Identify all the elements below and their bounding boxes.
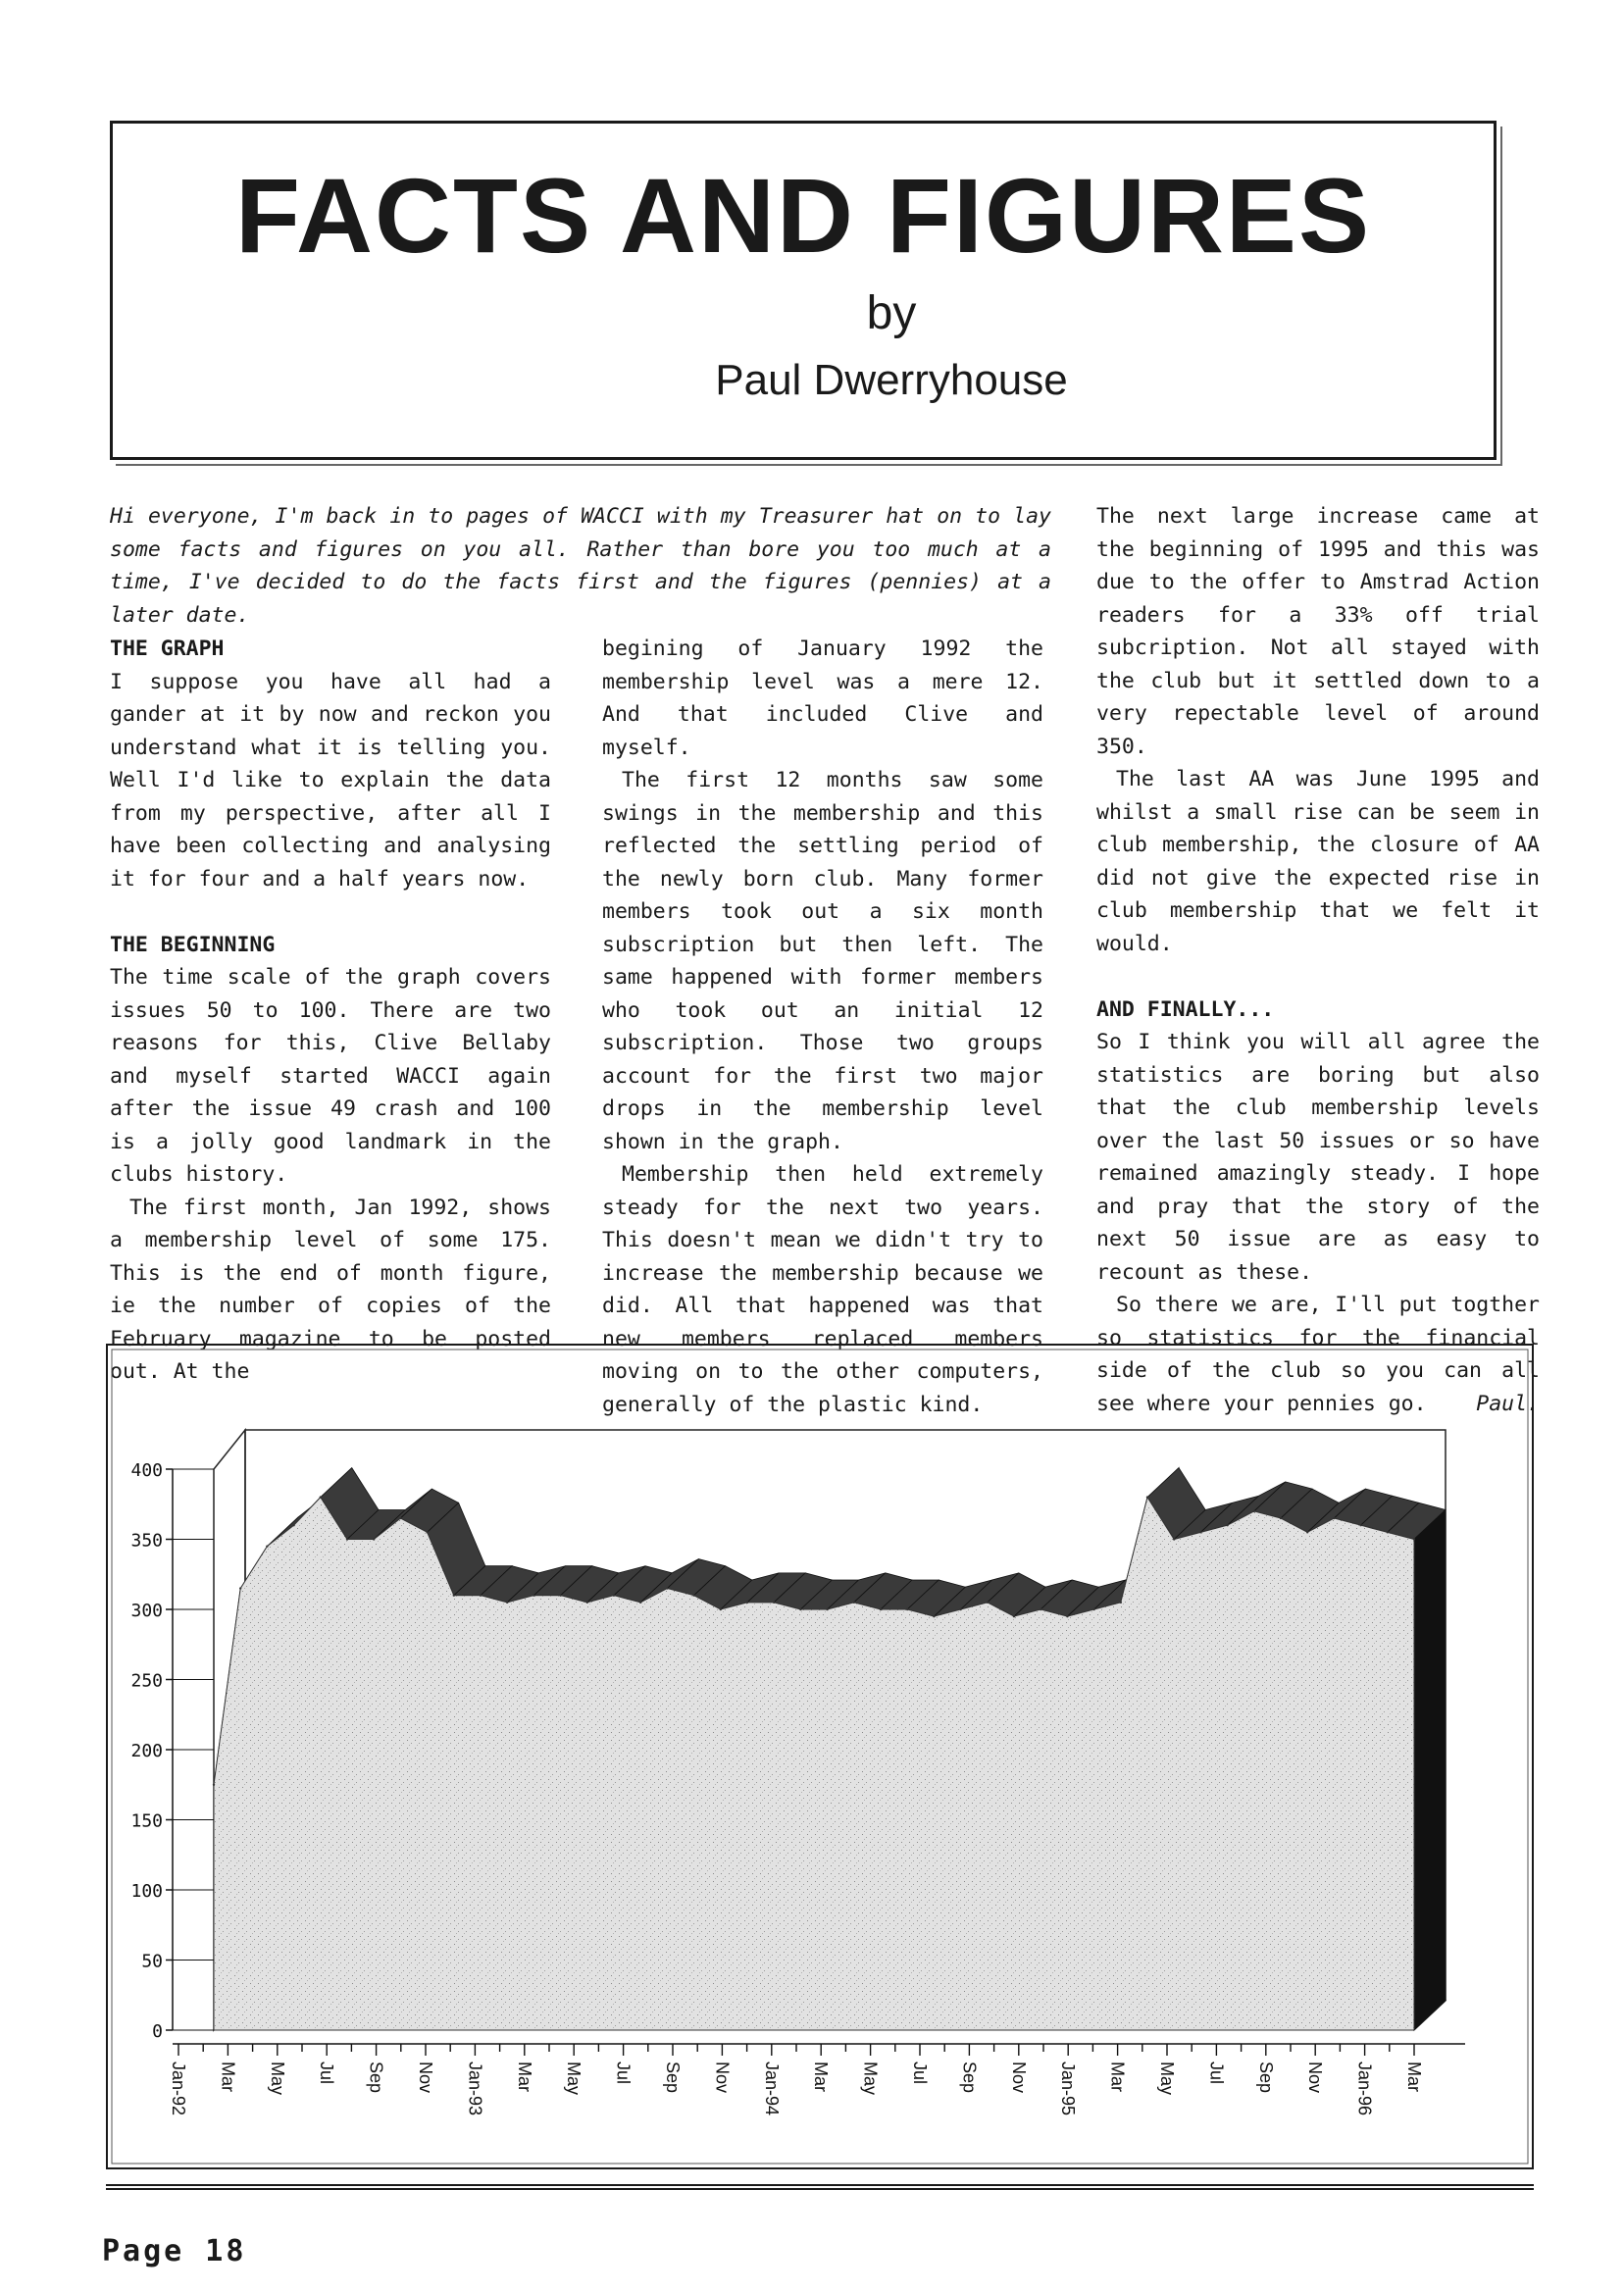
data-point [506, 1602, 508, 1604]
data-point [639, 1602, 641, 1604]
data-point [666, 1587, 668, 1589]
x-tick-label: May [860, 2062, 881, 2096]
intro-text: Hi everyone, I'm back in to pages of WACCI with my Treasurer hat on to lay some facts and figures on you all. Rather than bore you too much at a time, I've decided to do the facts first and the figures (pennies) at a later date. [110, 504, 1051, 628]
data-point [799, 1608, 801, 1610]
data-point [1359, 1524, 1361, 1526]
article-title: FACTS AND FIGURES [234, 156, 1372, 275]
column-1 [110, 633, 551, 1389]
x-tick-label: Jul [910, 2062, 930, 2085]
x-tick-label: Sep [1255, 2062, 1276, 2094]
title-box [110, 121, 1497, 460]
data-point [1387, 1531, 1389, 1533]
y-tick-label: 400 [130, 1460, 163, 1481]
data-point [773, 1602, 775, 1604]
footer-rule [106, 2184, 1534, 2186]
column-2 [602, 633, 1043, 1421]
data-point [559, 1595, 561, 1597]
y-tick-label: 350 [130, 1530, 163, 1552]
x-tick-label: May [267, 2062, 287, 2096]
data-point [586, 1602, 588, 1604]
data-point [1092, 1608, 1094, 1610]
data-point [1413, 1538, 1415, 1540]
data-point [826, 1608, 828, 1610]
data-point [292, 1524, 294, 1526]
data-point [213, 1784, 215, 1786]
y-tick-label: 150 [130, 1810, 163, 1832]
data-point [959, 1608, 961, 1610]
y-tick-label: 200 [130, 1741, 163, 1761]
membership-chart-svg [108, 1346, 1532, 2167]
x-tick-label: Nov [416, 2062, 435, 2094]
area-end-cap [1414, 1510, 1446, 2031]
x-tick-label: Jul [613, 2062, 634, 2085]
data-point [239, 1587, 241, 1589]
x-tick-label: Mar [1404, 2062, 1424, 2092]
data-point [480, 1595, 482, 1597]
finally-paragraph-2-text: So there we are, I'll put togther so statistics for the financial side of the club so you can all see where your pennies go. [1096, 1293, 1540, 1416]
y-tick-label: 0 [152, 2021, 163, 2042]
graph-paragraph: I suppose you have all had a gander at it by now and reckon you understand what it is telling you. Well I'd like to explain the data from my perspective, after all I have been collecting and analysing it for four and a half years now. [110, 669, 551, 891]
data-point [453, 1595, 455, 1597]
byline-by: by [866, 287, 917, 339]
column3-paragraph-2: The last AA was June 1995 and whilst a small rise can be seem in club membership, the closure of AA did not give the expected rise in club membership that we felt it would. [1096, 767, 1540, 956]
data-point [1280, 1517, 1282, 1519]
x-tick-label: Sep [959, 2062, 980, 2094]
data-point [746, 1602, 748, 1604]
x-tick-label: Mar [811, 2062, 832, 2092]
data-point [1146, 1496, 1148, 1498]
data-point [613, 1595, 615, 1597]
data-point [692, 1595, 694, 1597]
data-point [426, 1531, 428, 1533]
beginning-paragraph-2: The first month, Jan 1992, shows a membership level of some 175. This is the end of month figure, ie the number of copies of the February magazine to be posted out. At the [110, 1195, 551, 1384]
author-name: Paul Dwerryhouse [715, 356, 1068, 404]
y-tick-label: 300 [130, 1601, 163, 1621]
x-tick-label: Nov [1008, 2062, 1029, 2094]
x-tick-label: Nov [1305, 2062, 1326, 2094]
x-tick-label: Jan-92 [169, 2062, 188, 2116]
data-point [1199, 1531, 1201, 1533]
x-tick-label: Jan-94 [761, 2062, 782, 2116]
data-point [1066, 1615, 1068, 1617]
x-tick-label: Mar [1107, 2062, 1128, 2092]
y-tick-label: 100 [130, 1881, 163, 1902]
heading-the-beginning: THE BEGINNING [110, 932, 276, 957]
x-tick-label: Jan-96 [1354, 2062, 1375, 2116]
data-point [906, 1608, 908, 1610]
data-point [720, 1608, 722, 1610]
data-point [1333, 1517, 1335, 1519]
x-tick-label: Mar [514, 2062, 534, 2092]
membership-chart [106, 1344, 1534, 2169]
intro-paragraph [110, 500, 1051, 632]
x-tick-label: Jan-95 [1058, 2062, 1079, 2116]
x-tick-label: Sep [663, 2062, 683, 2094]
beginning-paragraph-2-continued: begining of January 1992 the membership level was a mere 12. And that included Clive and myself. [602, 637, 1043, 760]
column-3 [1096, 500, 1540, 1420]
data-point [373, 1538, 375, 1540]
x-tick-label: Nov [712, 2062, 733, 2094]
beginning-paragraph-1: The time scale of the graph covers issues 50 to 100. There are two reasons for this, Clive Bellaby and myself started WACCI again after the issue 49 crash and 100 is a jolly good landmark in the clubs history. [110, 965, 551, 1187]
x-tick-label: May [1157, 2062, 1177, 2096]
data-point [266, 1545, 268, 1547]
data-point [987, 1602, 989, 1604]
data-point [399, 1517, 401, 1519]
data-point [346, 1538, 348, 1540]
x-tick-label: Sep [366, 2062, 386, 2094]
beginning-paragraph-3: The first 12 months saw some swings in the membership and this reflected the settling period of the newly born club. Many former members took out a six month subscription but then left. The same happened with former members who took out an initial 12 subscription. Those two groups account for the first two major drops in the membership level shown in the graph. [602, 768, 1043, 1154]
data-point [1120, 1602, 1122, 1604]
data-point [853, 1602, 855, 1604]
x-tick-label: Jul [317, 2062, 337, 2085]
data-point [1013, 1615, 1015, 1617]
data-point [320, 1496, 322, 1498]
data-point [880, 1608, 882, 1610]
data-point [1306, 1531, 1308, 1533]
x-tick-label: Jan-93 [465, 2062, 485, 2116]
finally-paragraph-1: So I think you will all agree the statistics are boring but also that the club membership levels over the last 50 issues or so have remained amazingly steady. I hope and pray that the story of the next 50 issue are as easy to recount as these. [1096, 1030, 1540, 1285]
heading-and-finally: AND FINALLY... [1096, 996, 1275, 1022]
x-tick-label: Jul [1206, 2062, 1227, 2085]
column3-paragraph-1: The next large increase came at the beginning of 1995 and this was due to the offer to Amstrad Action readers for a 33% off trial subcription. Not all stayed with the club but it settled down to a very repectable level of around 350. [1096, 504, 1540, 759]
data-point [1253, 1510, 1255, 1512]
footer-rule-2 [106, 2188, 1534, 2190]
data-point [533, 1595, 534, 1597]
data-point [1173, 1538, 1175, 1540]
signature: Paul. [1476, 1391, 1540, 1416]
y-tick-label: 50 [141, 1951, 163, 1972]
heading-the-graph: THE GRAPH [110, 637, 225, 661]
beginning-paragraph-4: Membership then held extremely steady for the next two years. This doesn't mean we didn't try to increase the membership because we did. All that happened was that new members replaced members moving on to the other computers, generally of the plastic kind. [602, 1162, 1043, 1417]
data-point [1040, 1608, 1041, 1610]
data-point [1226, 1524, 1228, 1526]
x-tick-label: May [564, 2062, 584, 2096]
page-number: Page 18 [102, 2234, 247, 2268]
y-tick-label: 250 [130, 1670, 163, 1692]
x-tick-label: Mar [218, 2062, 238, 2092]
data-point [933, 1615, 935, 1617]
